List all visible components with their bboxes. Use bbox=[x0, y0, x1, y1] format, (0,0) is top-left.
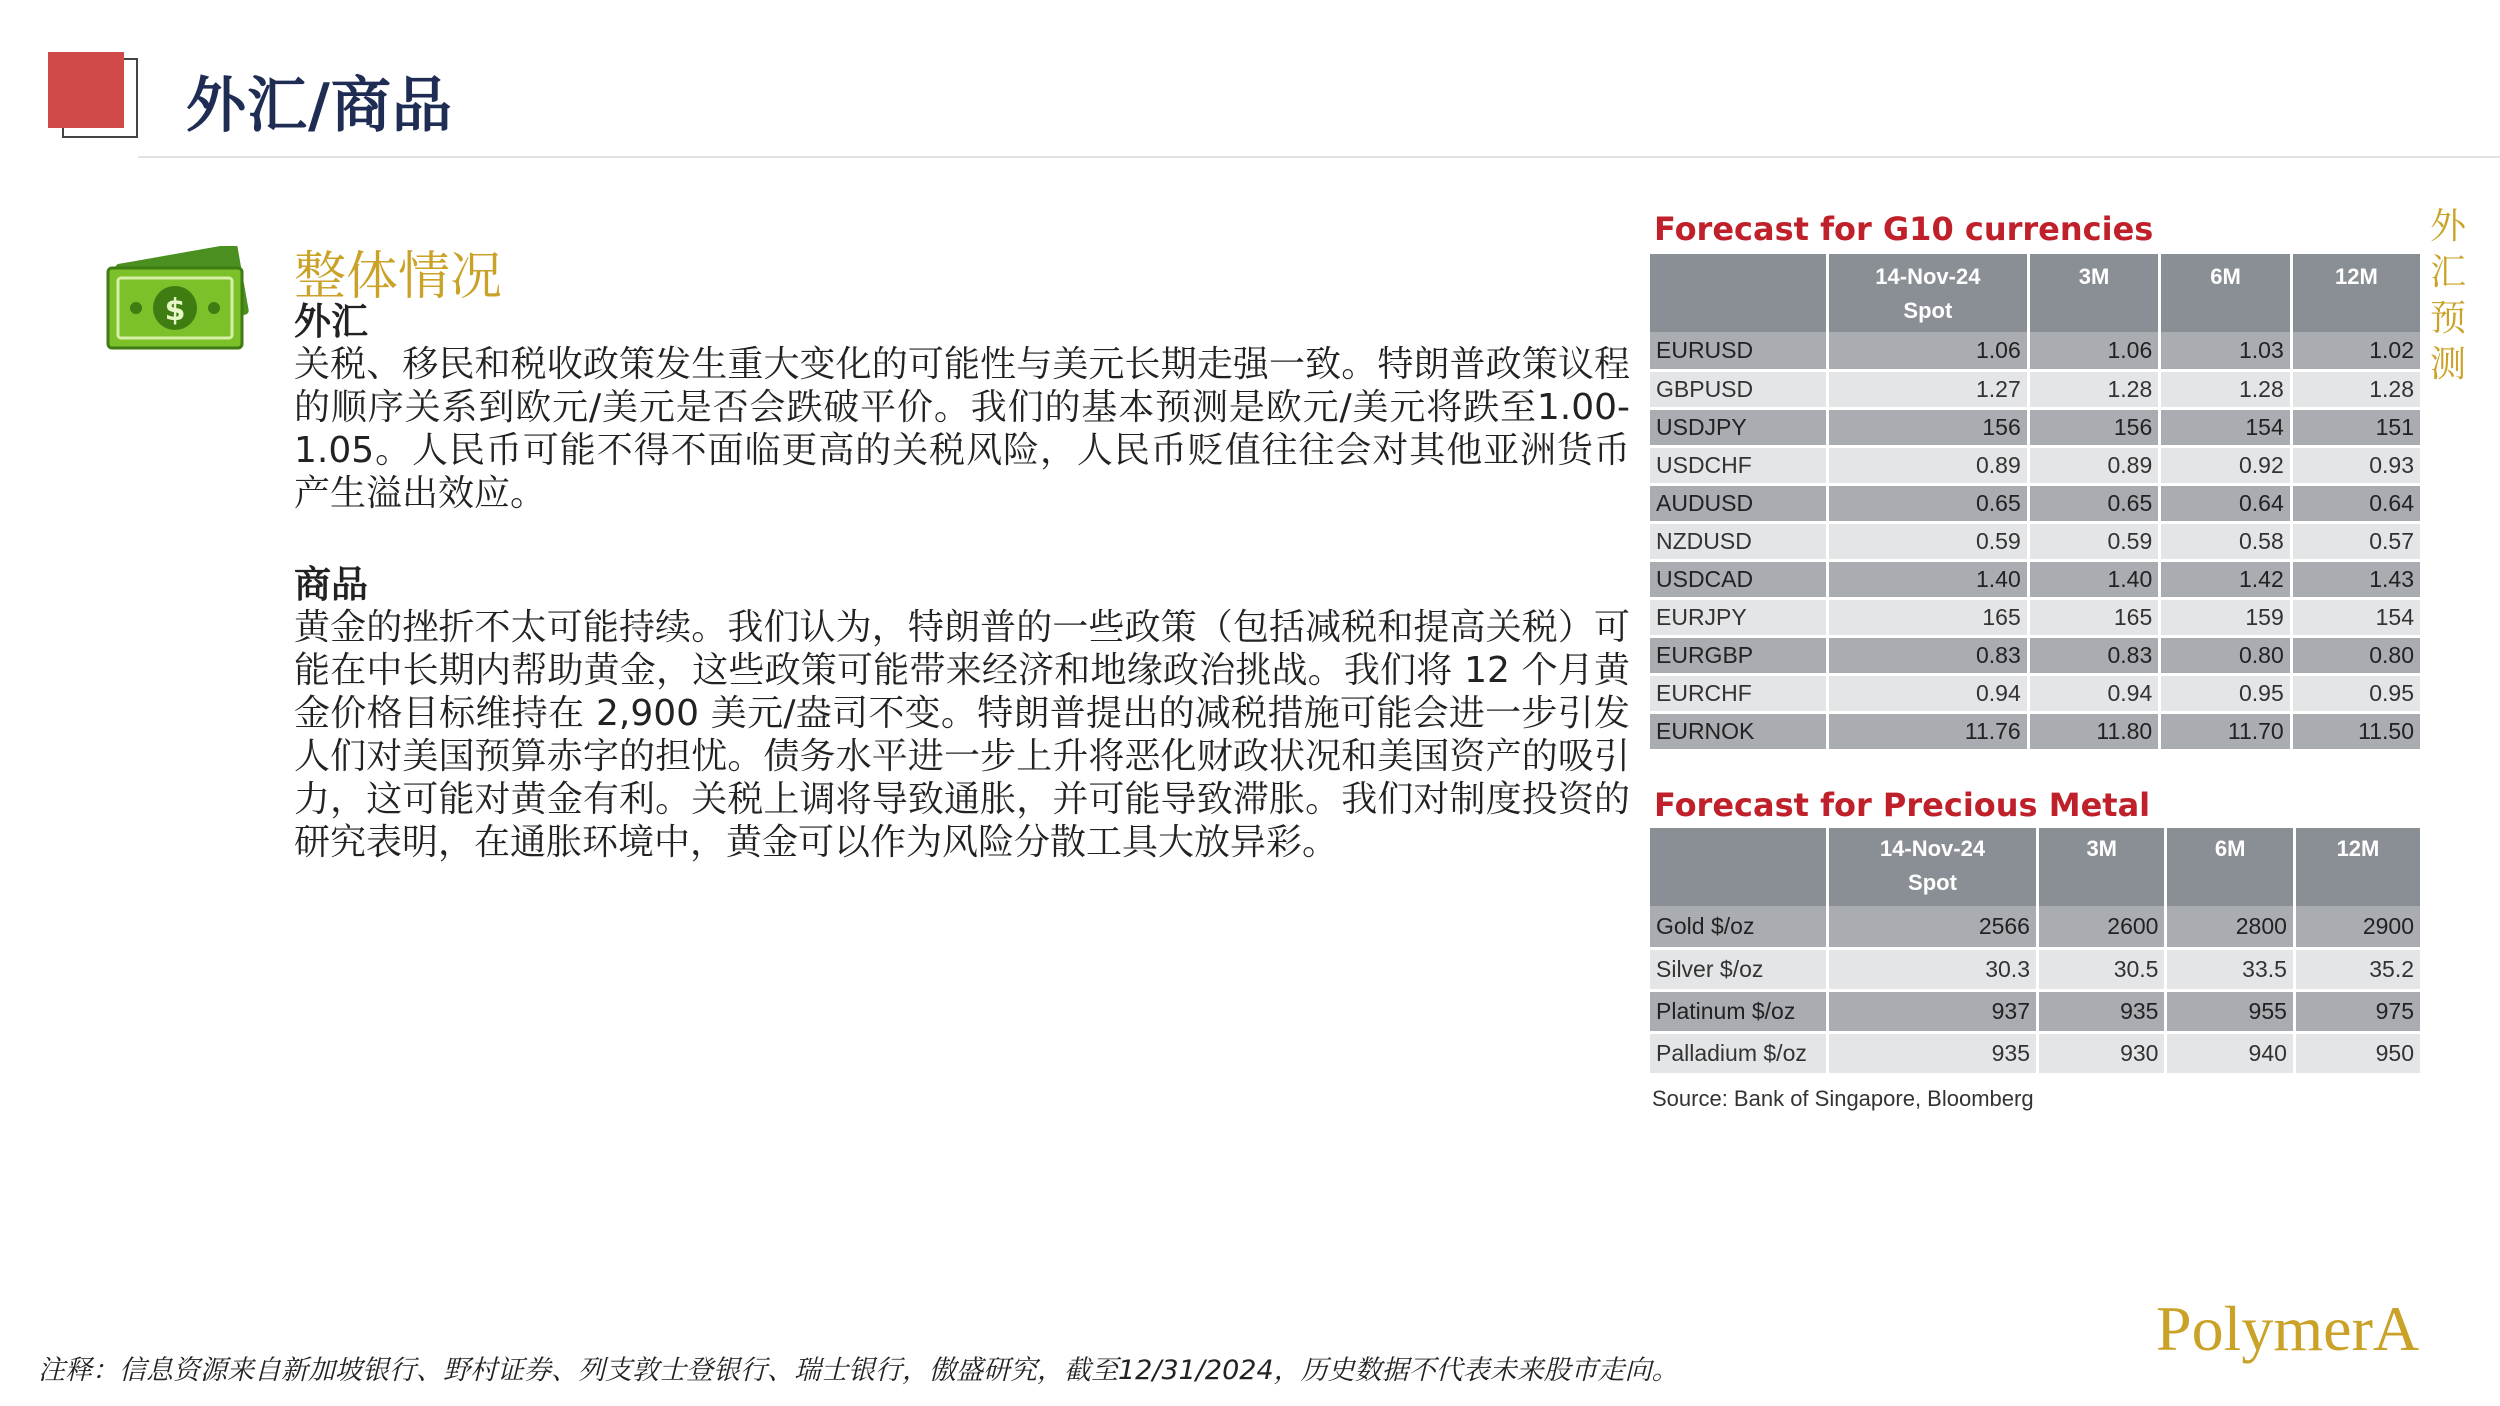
value-cell: 156 bbox=[2028, 408, 2160, 446]
value-cell: 11.80 bbox=[2028, 712, 2160, 750]
fx-paragraph: 关税、移民和税收政策发生重大变化的可能性与美元长期走强一致。特朗普政策议程的顺序关系到欧元/美元是否会跌破平价。我们的基本预测是欧元/美元将跌至1.00-1.05。人民币可能不得不面临更高的关税风险，人民币贬值往往会对其他亚洲货币产生溢出效应。 bbox=[294, 344, 1630, 514]
value-cell: 1.28 bbox=[2291, 370, 2420, 408]
value-cell: 2900 bbox=[2294, 906, 2420, 948]
row-label: NZDUSD bbox=[1650, 522, 1828, 560]
value-cell: 11.76 bbox=[1828, 712, 2029, 750]
header-cell-6m: 6M bbox=[2160, 254, 2292, 332]
value-cell: 0.89 bbox=[2028, 446, 2160, 484]
value-cell: 0.64 bbox=[2291, 484, 2420, 522]
table-header-row bbox=[1650, 254, 2420, 332]
value-cell: 940 bbox=[2166, 1032, 2294, 1074]
metals-forecast-table bbox=[1650, 828, 2420, 1076]
row-label: USDJPY bbox=[1650, 408, 1828, 446]
value-cell: 0.59 bbox=[2028, 522, 2160, 560]
fx-heading: 外汇 bbox=[294, 300, 368, 343]
row-label: USDCHF bbox=[1650, 446, 1828, 484]
value-cell: 11.50 bbox=[2291, 712, 2420, 750]
row-label: AUDUSD bbox=[1650, 484, 1828, 522]
table-row bbox=[1650, 484, 2420, 522]
value-cell: 0.57 bbox=[2291, 522, 2420, 560]
value-cell: 0.94 bbox=[1828, 674, 2029, 712]
header-cell-3m: 3M bbox=[2037, 828, 2165, 906]
value-cell: 33.5 bbox=[2166, 948, 2294, 990]
money-bill-icon bbox=[104, 246, 254, 356]
value-cell: 0.80 bbox=[2160, 636, 2292, 674]
value-cell: 156 bbox=[1828, 408, 2029, 446]
value-cell: 0.89 bbox=[1828, 446, 2029, 484]
value-cell: 2800 bbox=[2166, 906, 2294, 948]
value-cell: 165 bbox=[1828, 598, 2029, 636]
source-note: Source: Bank of Singapore, Bloomberg bbox=[1652, 1086, 2034, 1111]
header-cell-12m: 12M bbox=[2294, 828, 2420, 906]
value-cell: 0.80 bbox=[2291, 636, 2420, 674]
value-cell: 950 bbox=[2294, 1032, 2420, 1074]
header-cell bbox=[1650, 828, 1828, 906]
header-logo-square bbox=[48, 52, 124, 128]
svg-text:$: $ bbox=[164, 293, 186, 328]
g10-forecast-table bbox=[1650, 254, 2420, 752]
row-label: EURCHF bbox=[1650, 674, 1828, 712]
row-label: Gold $/oz bbox=[1650, 906, 1828, 948]
value-cell: 1.40 bbox=[2028, 560, 2160, 598]
table-row bbox=[1650, 712, 2420, 750]
table-row bbox=[1650, 598, 2420, 636]
value-cell: 955 bbox=[2166, 990, 2294, 1032]
fx-section bbox=[294, 300, 1630, 515]
vertical-char: 预 bbox=[2429, 298, 2466, 339]
table-row bbox=[1650, 370, 2420, 408]
row-label: EURJPY bbox=[1650, 598, 1828, 636]
value-cell: 1.06 bbox=[2028, 332, 2160, 370]
row-label: EURNOK bbox=[1650, 712, 1828, 750]
table-row bbox=[1650, 408, 2420, 446]
commodities-heading: 商品 bbox=[294, 563, 368, 606]
table-row bbox=[1650, 332, 2420, 370]
value-cell: 1.42 bbox=[2160, 560, 2292, 598]
value-cell: 30.3 bbox=[1828, 948, 2038, 990]
value-cell: 154 bbox=[2160, 408, 2292, 446]
value-cell: 35.2 bbox=[2294, 948, 2420, 990]
row-label: Platinum $/oz bbox=[1650, 990, 1828, 1032]
value-cell: 1.27 bbox=[1828, 370, 2029, 408]
value-cell: 0.64 bbox=[2160, 484, 2292, 522]
value-cell: 1.28 bbox=[2160, 370, 2292, 408]
header-cell-12m: 12M bbox=[2291, 254, 2420, 332]
value-cell: 154 bbox=[2291, 598, 2420, 636]
row-label: Silver $/oz bbox=[1650, 948, 1828, 990]
value-cell: 151 bbox=[2291, 408, 2420, 446]
header-date: 14-Nov-24 bbox=[1875, 264, 1981, 289]
header-cell-3m: 3M bbox=[2028, 254, 2160, 332]
value-cell: 930 bbox=[2037, 1032, 2165, 1074]
commodities-paragraph: 黄金的挫折不太可能持续。我们认为，特朗普的一些政策（包括减税和提高关税）可能在中长期内帮助黄金，这些政策可能带来经济和地缘政治挑战。我们将 12 个月黄金价格目标维持在 2,900 美元/盎司不变。特朗普提出的减税措施可能会进一步引发人们对美国预算赤字的担忧。债务水平进一步上升将恶化财政状况和美国资产的吸引力，这可能对黄金有利。关税上调将导致通胀，并可能导致滞胀。我们对制度投资的研究表明，在通胀环境中，黄金可以作为风险分散工具大放异彩。 bbox=[294, 607, 1630, 863]
row-label: GBPUSD bbox=[1650, 370, 1828, 408]
header-spot: Spot bbox=[1908, 870, 1957, 895]
row-label: Palladium $/oz bbox=[1650, 1032, 1828, 1074]
table-row bbox=[1650, 906, 2420, 948]
value-cell: 0.65 bbox=[2028, 484, 2160, 522]
header-spot: Spot bbox=[1903, 298, 1953, 323]
table-header-row bbox=[1650, 828, 2420, 906]
g10-table-title: Forecast for G10 currencies bbox=[1654, 210, 2154, 248]
brand-logo: PolymerA bbox=[2156, 1293, 2420, 1364]
value-cell: 11.70 bbox=[2160, 712, 2292, 750]
value-cell: 1.43 bbox=[2291, 560, 2420, 598]
page-title: 外汇/商品 bbox=[186, 71, 453, 141]
value-cell: 935 bbox=[2037, 990, 2165, 1032]
vertical-char: 外 bbox=[2429, 206, 2466, 247]
row-label: USDCAD bbox=[1650, 560, 1828, 598]
row-label: EURGBP bbox=[1650, 636, 1828, 674]
table-row bbox=[1650, 948, 2420, 990]
header-cell-6m: 6M bbox=[2166, 828, 2294, 906]
commodities-section bbox=[294, 563, 1630, 864]
vertical-char: 汇 bbox=[2429, 252, 2466, 293]
value-cell: 0.59 bbox=[1828, 522, 2029, 560]
table-row bbox=[1650, 674, 2420, 712]
value-cell: 1.06 bbox=[1828, 332, 2029, 370]
header-cell bbox=[1650, 254, 1828, 332]
value-cell: 0.92 bbox=[2160, 446, 2292, 484]
value-cell: 1.28 bbox=[2028, 370, 2160, 408]
value-cell: 159 bbox=[2160, 598, 2292, 636]
value-cell: 935 bbox=[1828, 1032, 2038, 1074]
value-cell: 0.94 bbox=[2028, 674, 2160, 712]
value-cell: 30.5 bbox=[2037, 948, 2165, 990]
metals-table-title: Forecast for Precious Metal bbox=[1654, 786, 2151, 824]
table-row bbox=[1650, 446, 2420, 484]
header-date: 14-Nov-24 bbox=[1879, 836, 1986, 861]
value-cell: 0.95 bbox=[2291, 674, 2420, 712]
vertical-char: 测 bbox=[2429, 344, 2466, 385]
header-cell-spot-date bbox=[1828, 254, 2029, 332]
value-cell: 1.40 bbox=[1828, 560, 2029, 598]
value-cell: 0.93 bbox=[2291, 446, 2420, 484]
value-cell: 1.03 bbox=[2160, 332, 2292, 370]
value-cell: 2600 bbox=[2037, 906, 2165, 948]
value-cell: 2566 bbox=[1828, 906, 2038, 948]
footnote: 注释：信息资源来自新加坡银行、野村证券、列支敦士登银行、瑞士银行，傲盛研究，截至12/31/2024，历史数据不代表未来股市走向。 bbox=[38, 1355, 1679, 1386]
row-label: EURUSD bbox=[1650, 332, 1828, 370]
table-row bbox=[1650, 560, 2420, 598]
value-cell: 937 bbox=[1828, 990, 2038, 1032]
value-cell: 1.02 bbox=[2291, 332, 2420, 370]
value-cell: 0.83 bbox=[2028, 636, 2160, 674]
table-row bbox=[1650, 990, 2420, 1032]
table-row bbox=[1650, 522, 2420, 560]
table-row bbox=[1650, 636, 2420, 674]
value-cell: 975 bbox=[2294, 990, 2420, 1032]
fx-forecast-vertical-label bbox=[2428, 204, 2468, 388]
value-cell: 0.58 bbox=[2160, 522, 2292, 560]
value-cell: 0.83 bbox=[1828, 636, 2029, 674]
value-cell: 0.65 bbox=[1828, 484, 2029, 522]
table-row bbox=[1650, 1032, 2420, 1074]
value-cell: 0.95 bbox=[2160, 674, 2292, 712]
header-cell-spot-date bbox=[1828, 828, 2038, 906]
value-cell: 165 bbox=[2028, 598, 2160, 636]
header-divider bbox=[138, 156, 2500, 158]
section-title: 整体情况 bbox=[294, 247, 503, 307]
